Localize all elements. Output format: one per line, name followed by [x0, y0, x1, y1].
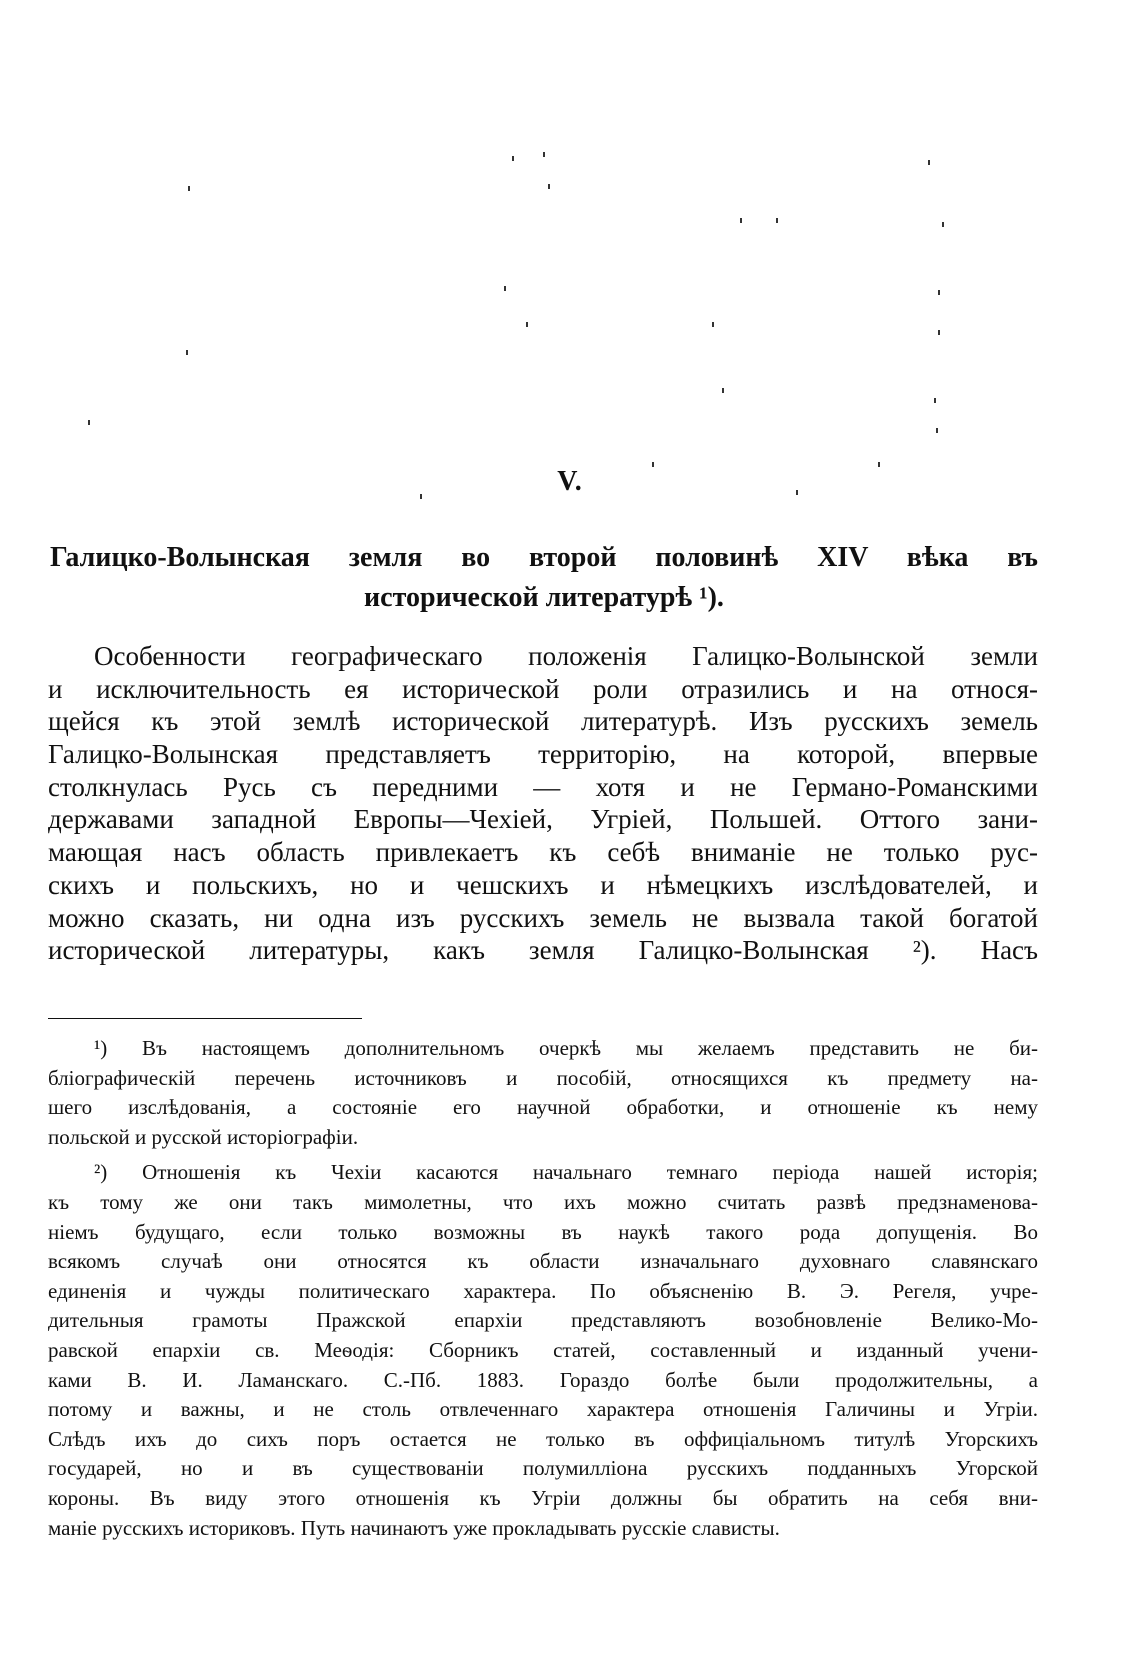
footnote-line: къ тому же они такъ мимолетны, что ихъ можно считать развѣ предзнаменова- — [48, 1189, 1038, 1214]
footnote-line: ніемъ будущаго, если только возможны въ наукѣ такого рода допущенія. Во — [48, 1219, 1038, 1244]
footnote-line: всякомъ случаѣ они относятся къ области изначальнаго духовнаго славянскаго — [48, 1249, 1038, 1274]
footnote-1 — [48, 1034, 1038, 1152]
scan-speck — [512, 156, 514, 161]
footnote-line: маніе русскихъ историковъ. Путь начинаютъ уже прокладывать русскіе слависты. — [48, 1515, 780, 1540]
scan-speck — [928, 160, 930, 165]
body-paragraph — [48, 640, 1038, 967]
footnote-line: потому и важны, и не столь отвлеченнаго характера отношенія Галичины и Угріи. — [48, 1397, 1038, 1422]
chapter-title-line: исторической литературѣ ¹). — [364, 582, 724, 613]
scan-speck — [938, 290, 940, 295]
footnotes — [48, 1034, 1038, 1543]
scan-speck — [548, 184, 550, 189]
footnote-line: ²) Отношенія къ Чехіи касаются начальнаго темнаго періода нашей исторія; — [94, 1160, 1038, 1185]
scan-speck — [740, 218, 742, 223]
chapter-title — [50, 538, 1038, 618]
scan-speck — [722, 388, 724, 393]
scan-speck — [543, 152, 545, 157]
scan-speck — [188, 186, 190, 191]
footnote-line: государей, но и въ существованіи полумилліона русскихъ подданныхъ Угорской — [48, 1456, 1038, 1481]
scan-speck — [942, 222, 944, 227]
scan-speck — [526, 322, 528, 327]
scan-speck — [88, 420, 90, 425]
footnote-line: короны. Въ виду этого отношенія къ Угріи должны бы обратить на себя вни- — [48, 1485, 1038, 1510]
scan-speck — [776, 218, 778, 223]
footnote-line: ¹) Въ настоящемъ дополнительномъ очеркѣ мы желаемъ представить не би- — [94, 1036, 1038, 1060]
footnote-separator — [48, 1018, 362, 1019]
footnote-line: ками В. И. Ламанскаго. С.-Пб. 1883. Гораздо болѣе были продолжительны, а — [48, 1367, 1038, 1392]
footnote-line: польской и русской исторіографіи. — [48, 1124, 359, 1149]
footnote-line: бліографическій перечень источниковъ и пособій, относящихся къ предмету на- — [48, 1065, 1038, 1090]
body-line: скихъ и польскихъ, но и чешскихъ и нѣмецкихъ изслѣдователей, и — [48, 869, 1038, 900]
footnote-line: шего изслѣдованія, а состояніе его научной обработки, и отношеніе къ нему — [48, 1095, 1038, 1120]
scan-speck — [936, 428, 938, 433]
body-line: Особенности географическаго положенія Галицко-Волынской земли — [94, 641, 1038, 671]
scan-speck — [504, 286, 506, 291]
footnote-line: Слѣдъ ихъ до сихъ поръ остается не только въ оффиціальномъ титулѣ Угорскихъ — [48, 1426, 1038, 1451]
body-line: можно сказать, ни одна изъ русскихъ земель не вызвала такой богатой — [48, 902, 1038, 933]
body-line: исторической литературы, какъ земля Галицко-Волынская ²). Насъ — [48, 935, 1038, 966]
chapter-title-line: Галицко-Волынская земля во второй половинѣ XIV вѣка въ — [50, 542, 1038, 573]
footnote-line: равской епархіи св. Меѳодія: Сборникъ статей, составленный и изданный учени- — [48, 1337, 1038, 1362]
scan-speck — [938, 330, 940, 335]
body-line: столкнулась Русь съ передними — хотя и не Германо-Романскими — [48, 771, 1038, 802]
body-line: Галицко-Волынская представляетъ территорію, на которой, впервые — [48, 739, 1038, 770]
body-line: мающая насъ область привлекаетъ къ себѣ вниманіе не только рус- — [48, 837, 1038, 868]
footnote-2 — [48, 1158, 1038, 1543]
footnote-line: дительныя грамоты Пражской епархіи представляютъ возобновленіе Велико-Мо- — [48, 1308, 1038, 1333]
footnote-line: единенія и чужды политическаго характера. По объясненію В. Э. Регеля, учре- — [48, 1278, 1038, 1303]
body-line: щейся къ этой землѣ исторической литературѣ. Изъ русскихъ земель — [48, 706, 1038, 737]
scan-speck — [712, 322, 714, 327]
scan-speck — [934, 398, 936, 403]
body-line: державами западной Европы—Чехіей, Угріей, Польшей. Оттого зани- — [48, 804, 1038, 835]
chapter-number: V. — [557, 466, 583, 497]
body-line: и исключительность ея исторической роли отразились и на относя- — [48, 673, 1038, 704]
scan-speck — [186, 350, 188, 355]
